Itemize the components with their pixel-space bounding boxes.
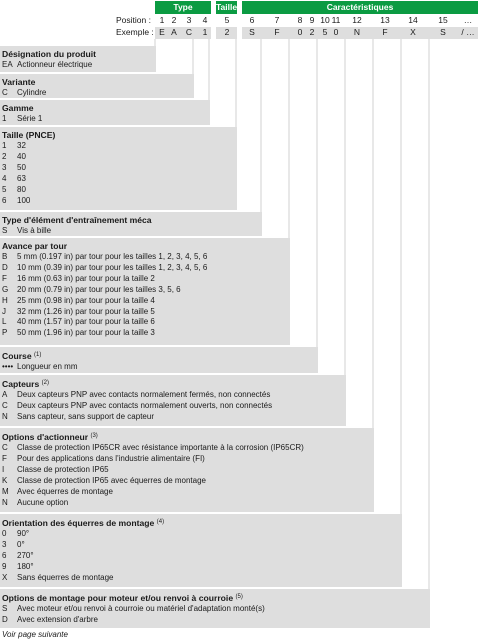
item-code: H [2,295,8,305]
position-number: 8 [297,15,303,25]
position-number: 12 [352,15,362,25]
example-code: X [410,27,416,37]
position-number: 2 [171,15,177,25]
example-code: 0 [333,27,339,37]
code-item [2,263,290,274]
item-code: 0 [2,529,7,538]
item-code: 3 [2,162,7,172]
connector-line [260,39,262,236]
section-title-text: Type d'élément d'entraînement méca [2,215,152,225]
item-code: EA [2,60,13,69]
code-item [2,476,374,487]
item-description: Deux capteurs PNP avec contacts normalement ouverts, non connectés [17,400,273,410]
section-title-text: Taille (PNCE) [2,130,56,140]
item-description: Série 1 [17,114,43,123]
item-description: 270° [17,550,34,560]
code-item [2,573,402,584]
code-section [0,375,346,426]
position-number: 9 [309,15,315,25]
item-code: C [2,88,8,97]
item-description: 50 mm (1.96 in) par tour pour la taille 3 [17,328,155,338]
position-label: Position : [116,15,151,25]
section-title-text: Course [2,351,32,361]
position-number: 10 [320,15,330,25]
example-code: 0 [297,27,303,37]
code-item [2,174,237,185]
example-code: 1 [202,27,208,37]
code-item [2,226,262,237]
footnote-ref: (2) [41,380,49,386]
section-title [2,516,402,529]
code-item [2,412,346,423]
item-description: Avec équerres de montage [17,486,113,496]
example-code: A [171,27,177,37]
example-code: 2 [309,27,315,37]
item-code: S [2,226,8,235]
section-title-text: Avance par tour [2,241,68,251]
section-title [2,377,346,390]
item-description: 0° [17,539,25,549]
example-code: S [249,27,255,37]
item-description: 90° [17,529,30,538]
item-description: Longueur en mm [17,362,78,371]
position-number: 7 [274,15,280,25]
code-item [2,562,402,573]
code-item [2,401,346,412]
example-code: S [440,27,446,37]
footnote-ref: (3) [90,433,98,439]
item-code: F [2,453,7,463]
item-description: 5 mm (0.197 in) par tour pour les tailles 1, 2, 3, 4, 5, 6 [17,252,208,261]
item-code: S [2,604,8,613]
item-description: 10 mm (0.39 in) par tour pour les tailles 1, 2, 3, 4, 5, 6 [17,262,208,272]
section-title [2,76,194,88]
code-item [2,362,318,373]
section-title [2,48,156,60]
code-item [2,185,237,196]
connector-line [428,39,430,628]
item-code: •••• [2,362,14,371]
item-description: 16 mm (0.63 in) par tour pour la taille 2 [17,273,155,283]
item-code: C [2,400,8,410]
position-number: 11 [331,15,341,25]
taille-header: Taille [216,2,238,12]
item-description: 180° [17,561,34,571]
item-description: Avec moteur et/ou renvoi à courroie ou matériel d'adaptation monté(s) [17,604,265,613]
code-section [0,514,402,587]
item-code: 6 [2,550,7,560]
section-title-text: Capteurs [2,379,40,389]
item-code: N [2,497,8,507]
code-section [0,347,318,373]
item-description: 32 [17,141,26,150]
item-code: 4 [2,173,7,183]
item-description: Classe de protection IP65 avec équerres de montage [17,475,207,485]
code-section [0,428,374,512]
section-title [2,430,374,443]
type-header: Type [155,1,211,14]
item-description: Classe de protection IP65CR avec résistance importante à la corrosion (IP65CR) [17,443,304,452]
section-title [2,129,237,141]
connector-line [316,39,318,373]
section-title-text: Options de montage pour moteur et/ou renvoi à courroie [2,593,234,603]
position-number: … [463,15,473,25]
example-code: 5 [322,27,328,37]
item-code: N [2,411,8,421]
section-title [2,102,210,114]
code-item [2,551,402,562]
example-code: F [382,27,388,37]
item-description: Pour des applications dans l'industrie alimentaire (FI) [17,453,205,463]
code-section [0,74,194,98]
section-title [2,214,262,226]
code-item [2,390,346,401]
example-code: / … [461,27,475,37]
item-description: 25 mm (0.98 in) par tour pour la taille 4 [17,295,155,305]
item-description: Cylindre [17,88,47,97]
item-code: P [2,328,8,338]
code-item [2,196,237,207]
position-number: 5 [224,15,230,25]
code-item [2,540,402,551]
section-title-text: Variante [2,77,36,87]
code-item [2,317,290,328]
item-code: J [2,306,6,316]
item-description: 50 [17,162,26,172]
example-code: 2 [224,27,230,37]
item-description: Aucune option [17,497,69,507]
code-item [2,443,374,454]
position-number: 15 [438,15,448,25]
item-code: 3 [2,539,7,549]
code-section [0,127,237,210]
example-label: Exemple : [116,27,154,37]
item-code: G [2,284,9,294]
code-item [2,487,374,498]
footnote-ref: (5) [235,594,243,600]
item-description: 63 [17,173,26,183]
item-description: Classe de protection IP65 [17,464,109,474]
code-item [2,252,290,263]
caracteristiques-header: Caractéristiques [242,1,478,14]
item-code: L [2,317,7,327]
item-description: Deux capteurs PNP avec contacts normalement fermés, non connectés [17,390,271,399]
code-section [0,46,156,72]
item-description: 100 [17,195,31,205]
item-description: 40 [17,151,26,161]
code-section [0,589,430,628]
code-item [2,163,237,174]
example-code: E [159,27,165,37]
section-title-text: Désignation du produit [2,49,97,59]
code-item [2,60,156,71]
item-description: Actionneur électrique [17,60,93,69]
item-description: Avec extension d'arbre [17,614,98,624]
code-item [2,88,194,99]
section-title [2,349,318,362]
code-item [2,529,402,540]
code-item [2,141,237,152]
item-code: M [2,486,9,496]
item-description: 32 mm (1.26 in) par tour pour la taille 5 [17,306,155,316]
code-item [2,296,290,307]
position-number: 13 [380,15,390,25]
code-item [2,152,237,163]
code-item [2,328,290,339]
item-code: I [2,464,5,474]
item-code: C [2,443,8,452]
connector-line [400,39,402,587]
position-number: 3 [186,15,192,25]
item-description: Sans équerres de montage [17,572,114,582]
code-item [2,454,374,465]
example-code: N [353,27,361,37]
code-item [2,498,374,509]
item-code: D [2,614,8,624]
footnote-ref: (1) [34,352,42,358]
code-item [2,465,374,476]
code-section [0,238,290,345]
code-item [2,307,290,318]
code-item [2,285,290,296]
section-title-text: Orientation des équerres de montage [2,518,155,528]
item-code: 5 [2,184,7,194]
item-code: 9 [2,561,7,571]
code-item [2,604,430,615]
connector-line [344,39,346,426]
item-code: A [2,390,8,399]
code-item [2,274,290,285]
code-section [0,100,210,125]
example-code: C [185,27,193,37]
section-title [2,591,430,604]
example-code: F [274,27,280,37]
section-title-text: Options d'actionneur [2,432,89,442]
item-code: K [2,475,8,485]
item-code: D [2,262,8,272]
section-title [2,240,290,252]
item-code: F [2,273,7,283]
position-number: 1 [159,15,165,25]
item-code: 1 [2,114,7,123]
item-description: 40 mm (1.57 in) par tour pour la taille 6 [17,317,155,327]
item-code: 1 [2,141,7,150]
item-code: 2 [2,151,7,161]
code-item [2,114,210,125]
footer-note: Voir page suivante [2,630,68,639]
section-title-text: Gamme [2,103,34,113]
code-section [0,212,262,236]
position-number: 6 [249,15,255,25]
item-code: B [2,252,8,261]
item-description: 20 mm (0.79 in) par tour pour les tailles 3, 5, 6 [17,284,181,294]
item-description: 80 [17,184,26,194]
item-description: Sans capteur, sans support de capteur [17,411,154,421]
footnote-ref: (4) [156,519,165,525]
code-item [2,615,430,626]
item-code: X [2,572,8,582]
position-number: 14 [408,15,418,25]
position-number: 4 [202,15,208,25]
item-code: 6 [2,195,7,205]
item-description: Vis à bille [17,226,52,235]
